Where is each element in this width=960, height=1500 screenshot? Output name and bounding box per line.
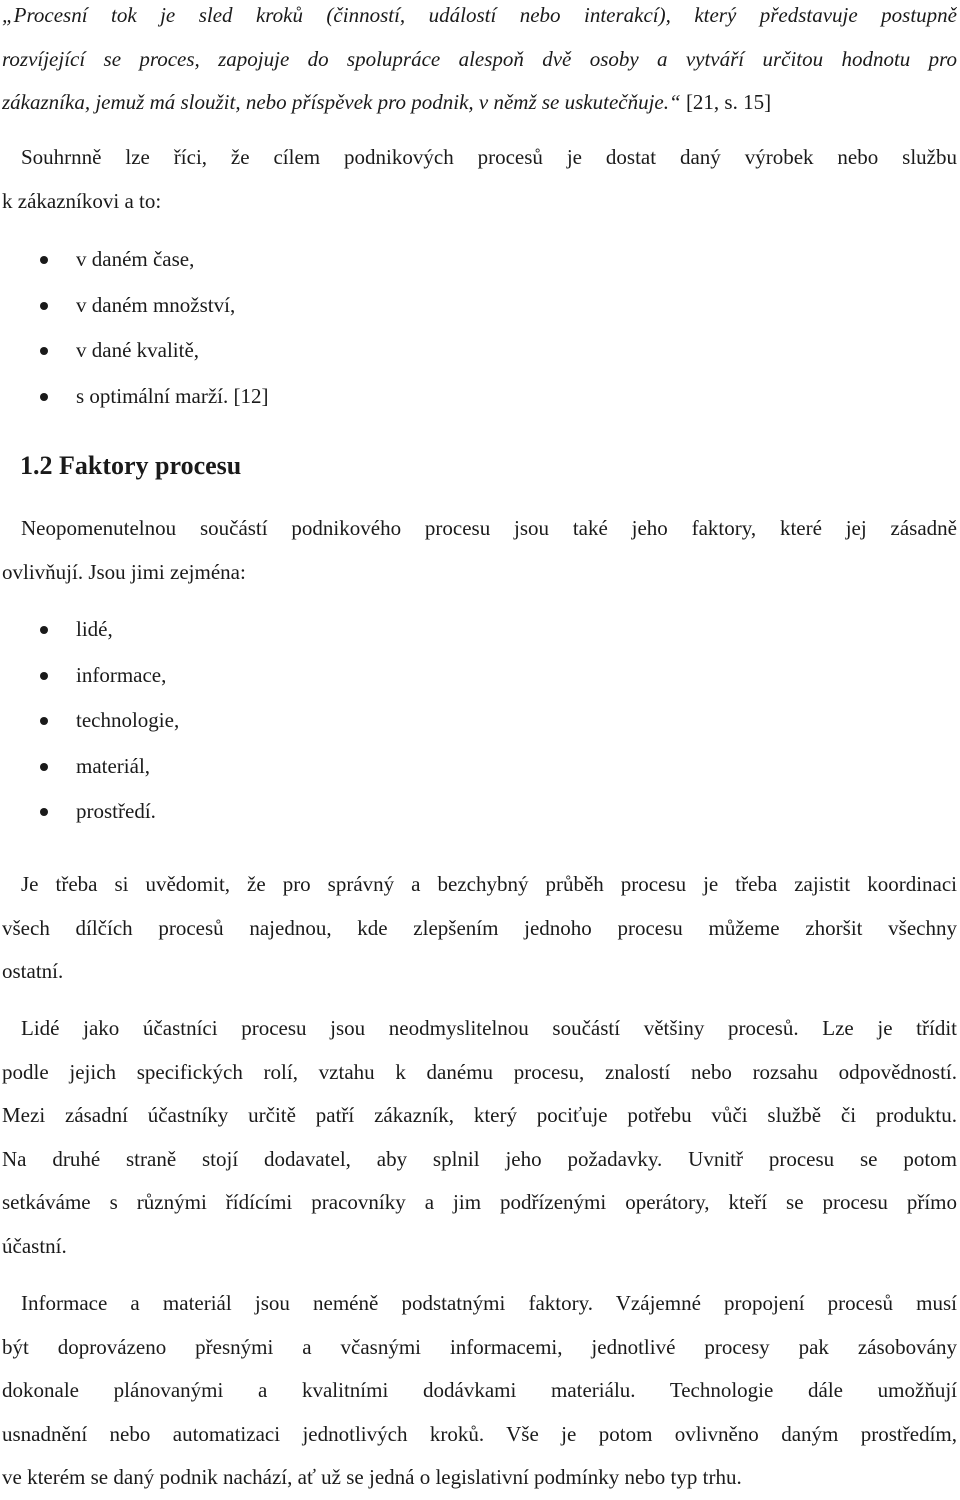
quote-citation: [21, s. 15] xyxy=(680,90,772,114)
factors-intro-line-2: ovlivňují. Jsou jimi zejména: xyxy=(2,559,246,584)
bullet-icon xyxy=(40,717,48,725)
summary-line-2: k zákazníkovi a to: xyxy=(2,188,162,213)
people-line-1: Lidé jako účastníci procesu jsou neodmyslitelnou součástí většiny procesů. Lze je třídit xyxy=(21,1016,957,1040)
list-item: v dané kvalitě, xyxy=(0,328,268,374)
information-line-4: usnadnění nebo automatizaci jednotlivých kroků. Vše je potom ovlivněno daným prostředím, xyxy=(2,1421,957,1446)
goals-list xyxy=(0,237,268,419)
coordination-paragraph xyxy=(2,863,957,994)
section-heading: 1.2 Faktory procesu xyxy=(20,451,242,480)
bullet-icon xyxy=(40,672,48,680)
information-paragraph xyxy=(2,1282,957,1500)
factors-intro-paragraph xyxy=(2,507,957,594)
information-line-5: ve kterém se daný podnik nachází, ať už se jedná o legislativní podmínky nebo typ trhu. xyxy=(2,1465,742,1489)
bullet-icon xyxy=(40,302,48,310)
quote-line-2: rozvíjející se proces, zapojuje do spolupráce alespoň dvě osoby a vytváří určitou hodnotu pro xyxy=(2,46,957,71)
process-definition-quote xyxy=(2,0,957,125)
quote-line-3-text: zákazníka, jemuž má sloužit, nebo příspěvek pro podnik, v němž se uskutečňuje.“ xyxy=(2,90,681,114)
list-item: technologie, xyxy=(0,698,179,744)
information-line-1: Informace a materiál jsou neméně podstatnými faktory. Vzájemné propojení procesů musí xyxy=(21,1291,957,1315)
bullet-icon xyxy=(40,626,48,634)
coordination-line-1: Je třeba si uvědomit, že pro správný a bezchybný průběh procesu je třeba zajistit koordinaci xyxy=(21,872,957,896)
summary-line-1: Souhrnně lze říci, že cílem podnikových procesů je dostat daný výrobek nebo službu xyxy=(21,145,957,169)
people-line-5: setkáváme s různými řídícími pracovníky a jim podřízenými operátory, kteří se procesu přímo xyxy=(2,1190,957,1214)
bullet-icon xyxy=(40,256,48,264)
quote-line-3 xyxy=(2,81,957,125)
summary-paragraph xyxy=(2,136,957,223)
people-line-6: účastní. xyxy=(2,1233,67,1258)
list-item: materiál, xyxy=(0,744,179,790)
list-item: v daném čase, xyxy=(0,237,268,283)
people-line-4: Na druhé straně stojí dodavatel, aby splnil jeho požadavky. Uvnitř procesu se potom xyxy=(2,1146,957,1171)
people-line-2: podle jejich specifických rolí, vztahu k danému procesu, znalostí nebo rozsahu odpovědností. xyxy=(2,1059,957,1084)
list-item: informace, xyxy=(0,653,179,699)
list-item: v daném množství, xyxy=(0,283,268,329)
bullet-icon xyxy=(40,808,48,816)
list-item: lidé, xyxy=(0,607,179,653)
quote-line-1: „Procesní tok je sled kroků (činností, událostí nebo interakcí), který představuje postupně xyxy=(2,3,957,27)
information-line-2: být doprovázeno přesnými a včasnými informacemi, jednotlivé procesy pak zásobovány xyxy=(2,1334,957,1359)
factors-list xyxy=(0,607,179,835)
list-item: prostředí. xyxy=(0,789,179,835)
bullet-icon xyxy=(40,347,48,355)
factors-intro-line-1: Neopomenutelnou součástí podnikového procesu jsou také jeho faktory, které jej zásadně xyxy=(21,516,957,540)
coordination-line-3: ostatní. xyxy=(2,959,64,983)
bullet-icon xyxy=(40,393,48,401)
list-item: s optimální marží. [12] xyxy=(0,374,268,420)
information-line-3: dokonale plánovanými a kvalitními dodávkami materiálu. Technologie dále umožňují xyxy=(2,1378,957,1402)
people-paragraph xyxy=(2,1007,957,1268)
people-line-3: Mezi zásadní účastníky určitě patří zákazník, který pociťuje potřebu vůči službě či produktu. xyxy=(2,1103,957,1127)
bullet-icon xyxy=(40,763,48,771)
coordination-line-2: všech dílčích procesů najednou, kde zlepšením jednoho procesu můžeme zhoršit všechny xyxy=(2,915,957,940)
